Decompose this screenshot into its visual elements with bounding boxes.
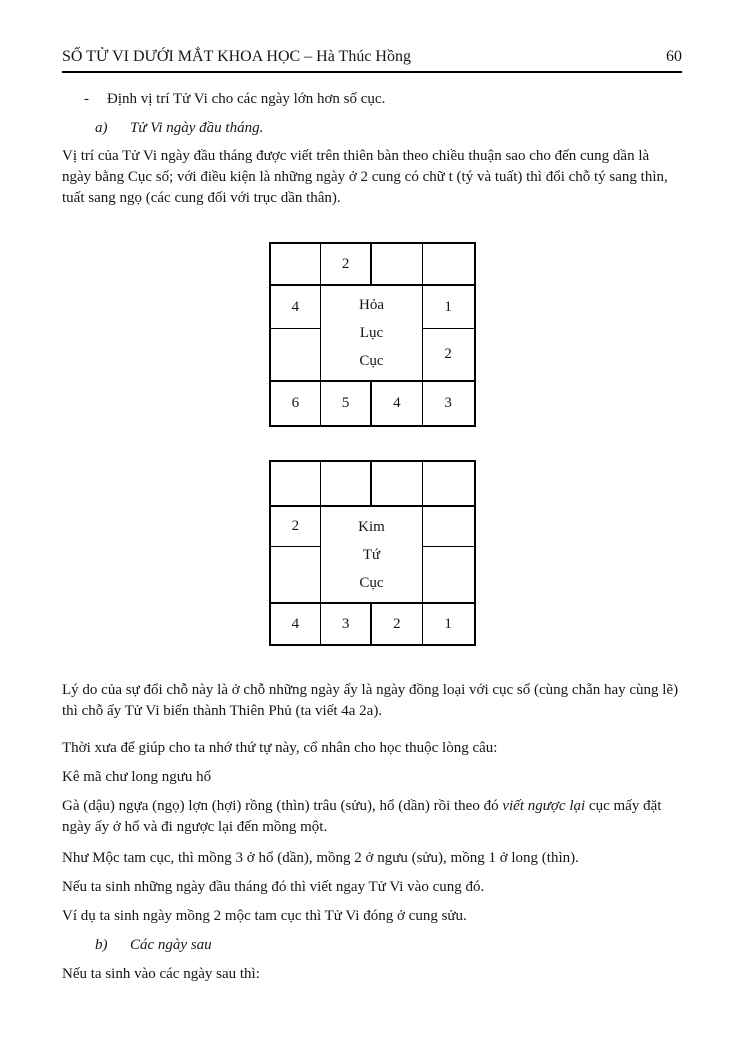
- running-title: SỐ TỬ VI DƯỚI MẮT KHOA HỌC – Hà Thúc Hồng: [62, 48, 411, 65]
- table-cell: 2: [372, 602, 423, 644]
- table-cell: [423, 507, 474, 547]
- section-b-heading: [62, 935, 682, 956]
- table-cell: [271, 244, 322, 286]
- section-b-label: b): [95, 937, 108, 953]
- table-cell: [372, 462, 423, 507]
- bullet-text: Định vị trí Tử Vi cho các ngày lớn hơn số cục.: [107, 91, 386, 107]
- paragraph-rule: Nếu ta sinh những ngày đầu tháng đó thì viết ngay Tử Vi vào cung đó.: [62, 879, 485, 895]
- bullet-marker: -: [84, 91, 89, 107]
- animals-suffix: cục mấy đặt ngày ấy ở hổ và đi ngược lại đến mồng một.: [62, 798, 662, 835]
- center-line: Cục: [359, 353, 384, 369]
- page-number: 60: [666, 48, 682, 65]
- center-line: Cục: [359, 574, 384, 591]
- table-cell: 4: [372, 380, 423, 425]
- table-cell: [271, 329, 322, 380]
- paragraph-mnemonic-intro: Thời xưa để giúp cho ta nhớ thứ tự này, cổ nhân cho học thuộc lòng câu:: [62, 740, 498, 756]
- paragraph-animals: [62, 796, 682, 838]
- mnemonic-line: Kê mã chư long ngưu hổ: [62, 769, 212, 785]
- section-a-heading: [62, 118, 682, 139]
- animals-italic-phrase: viết ngược lại: [502, 798, 586, 814]
- animals-prefix: Gà (dậu) ngựa (ngọ) lợn (hợi) rồng (thìn) trâu (sửu), hổ (dần) rồi theo đó: [62, 798, 503, 814]
- table-cell: [372, 244, 423, 286]
- table-cell: 3: [321, 602, 372, 644]
- center-line: Lục: [359, 325, 384, 341]
- table-cell: [271, 547, 322, 602]
- kim-tu-cuc-table: [269, 460, 476, 646]
- table-cell: [423, 244, 474, 286]
- section-a-title: Tử Vi ngày đầu tháng.: [130, 120, 264, 136]
- table-cell: 2: [444, 346, 452, 362]
- table-cell: 1: [423, 286, 474, 329]
- section-b-title: Các ngày sau: [130, 937, 212, 953]
- table-cell: [423, 462, 474, 507]
- table-cell: 4: [271, 286, 322, 329]
- paragraph-example2: Ví dụ ta sinh ngày mồng 2 mộc tam cục thì Tử Vi đóng ở cung sửu.: [62, 908, 467, 924]
- table-cell: 2: [321, 244, 372, 286]
- header-divider: [62, 71, 682, 73]
- center-line: Kim: [358, 518, 385, 535]
- table-cell: 3: [423, 380, 474, 425]
- page-header: [62, 46, 682, 68]
- paragraph-intro: Vị trí của Tử Vi ngày đầu tháng được viết trên thiên bàn theo chiều thuận sao cho đến cung dần là ngày bằng Cục số; với điều kiện là những ngày ở 2 cung có chữ t (tý và tuất) thì đổi chỗ tý sang thìn, tuất sang ngọ (các cung đối với trục dần thân).: [62, 148, 668, 206]
- table-cell: 1: [423, 602, 474, 644]
- paragraph-example-moc: Như Mộc tam cục, thì mồng 3 ở hổ (dần), mồng 2 ở ngưu (sửu), mồng 1 ở long (thìn).: [62, 850, 579, 866]
- table-cell: 4: [271, 602, 322, 644]
- table-center-label: [321, 286, 423, 380]
- table-cell: [271, 462, 322, 507]
- hoa-luc-cuc-table: [269, 242, 476, 427]
- bullet-line: [62, 89, 682, 110]
- section-a-label: a): [95, 120, 108, 136]
- table-center-label: [321, 507, 423, 602]
- table-cell: 6: [271, 380, 322, 425]
- table-cell: 5: [321, 380, 372, 425]
- center-line: Tứ: [362, 546, 381, 563]
- table-cell: 2: [271, 507, 322, 547]
- table-cell: [321, 462, 372, 507]
- paragraph-following: Nếu ta sinh vào các ngày sau thì:: [62, 966, 260, 982]
- paragraph-reason: Lý do của sự đổi chỗ này là ở chỗ những ngày ấy là ngày đồng loại với cục số (cùng chẵn hay cùng lẽ) thì chỗ ấy Tử Vi biến thành Thiên Phủ (ta viết 4a 2a).: [62, 682, 679, 719]
- center-line: Hỏa: [359, 297, 384, 313]
- table-cell: [423, 547, 474, 602]
